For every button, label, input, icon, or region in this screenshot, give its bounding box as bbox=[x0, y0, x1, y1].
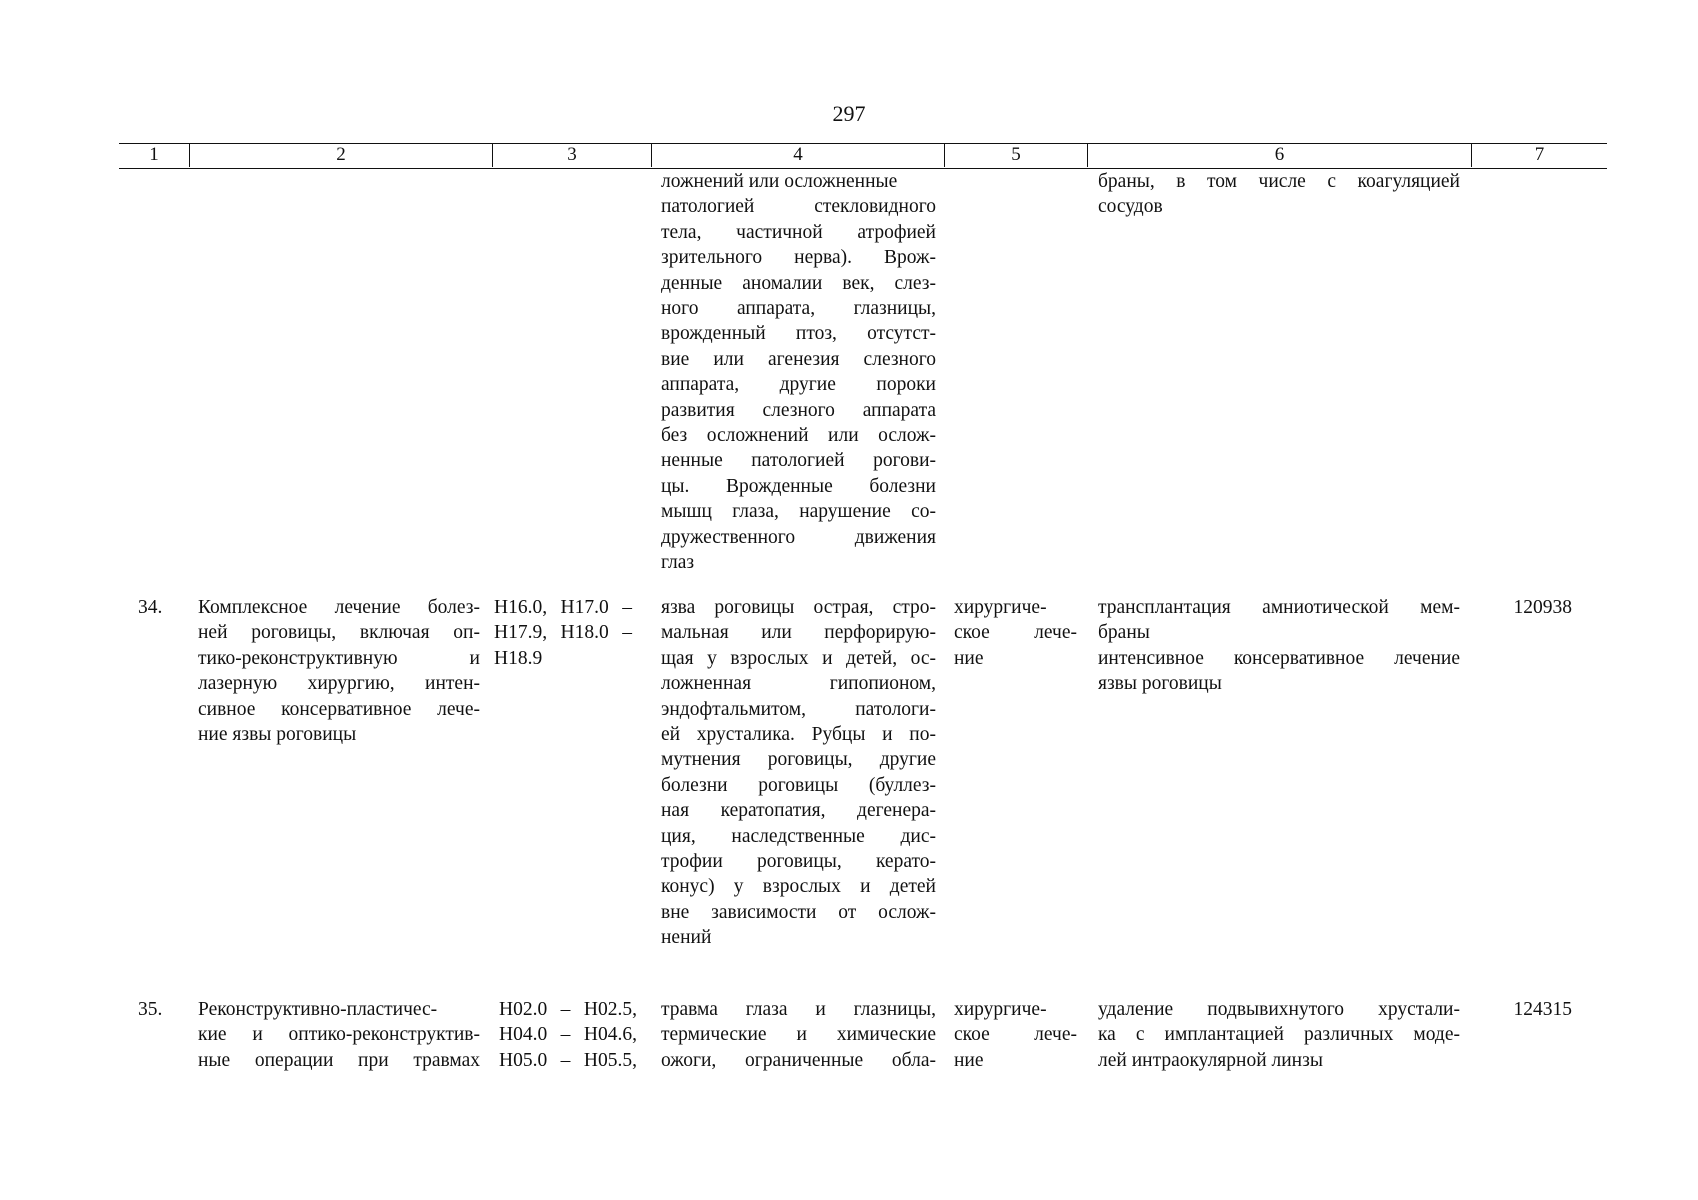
row-diagnosis-cell bbox=[661, 595, 936, 951]
text-line: ненные патологией рогови- bbox=[661, 450, 936, 472]
text-line: ожоги, ограниченные обла- bbox=[661, 1049, 936, 1071]
text-line: лазерную хирургию, интен- bbox=[198, 673, 480, 695]
text-line: мышц глаза, нарушение со- bbox=[661, 501, 936, 523]
header-col-7: 7 bbox=[1471, 144, 1607, 167]
text-line: вне зависимости от ослож- bbox=[661, 901, 936, 923]
text-line: H05.0 – H05.5, bbox=[499, 1049, 637, 1071]
text-line: удаление подвывихнутого хрустали- bbox=[1098, 999, 1460, 1020]
text-line: ей хрусталика. Рубцы и по- bbox=[661, 724, 936, 746]
text-line: язва роговицы острая, стро- bbox=[661, 597, 936, 618]
row-treatment-type-cell bbox=[954, 595, 1077, 671]
text-line: цы. Врожденные болезни bbox=[661, 475, 936, 497]
text-line: вие или агенезия слезного bbox=[661, 348, 936, 370]
text-line: сосудов bbox=[1098, 196, 1163, 218]
text-line: H16.0, H17.0 – bbox=[494, 597, 632, 618]
text-line: ние bbox=[954, 647, 984, 669]
text-line: денные аномалии век, слез- bbox=[661, 272, 936, 294]
row-treatment-type-cell bbox=[954, 997, 1077, 1073]
text-line: нений bbox=[661, 927, 712, 949]
text-line: дружественного движения bbox=[661, 526, 936, 548]
row-number: 34. bbox=[138, 597, 163, 618]
text-line: щая у взрослых и детей, ос- bbox=[661, 647, 936, 669]
text-line: трофии роговицы, керато- bbox=[661, 851, 936, 873]
text-line: H04.0 – H04.6, bbox=[499, 1024, 637, 1046]
row-name-cell bbox=[198, 997, 480, 1073]
text-line: трансплантация амниотической мем- bbox=[1098, 597, 1460, 618]
text-line: хирургиче- bbox=[954, 999, 1047, 1020]
text-line: H17.9, H18.0 – bbox=[494, 622, 632, 644]
text-line: ложненная гипопионом, bbox=[661, 673, 936, 695]
row-code-cell bbox=[494, 595, 632, 671]
text-line: конус) у взрослых и детей bbox=[661, 876, 936, 898]
text-line: врожденный птоз, отсутст- bbox=[661, 323, 936, 345]
header-col-2: 2 bbox=[189, 144, 492, 167]
text-line: без осложнений или ослож- bbox=[661, 425, 936, 447]
text-line: интенсивное консервативное лечение bbox=[1098, 647, 1460, 669]
text-line: тела, частичной атрофией bbox=[661, 221, 936, 243]
text-line: аппарата, другие пороки bbox=[661, 374, 936, 396]
row-name-cell bbox=[198, 595, 480, 747]
text-line: язвы роговицы bbox=[1098, 673, 1222, 695]
text-line: H18.9 bbox=[494, 647, 543, 669]
text-line: лей интраокулярной линзы bbox=[1098, 1049, 1323, 1071]
row-method-cell bbox=[1098, 997, 1460, 1073]
text-line: болезни роговицы (буллез- bbox=[661, 774, 936, 796]
text-line: Комплексное лечение болез- bbox=[198, 597, 480, 618]
text-line: глаз bbox=[661, 552, 695, 574]
text-line: ние язвы роговицы bbox=[198, 724, 357, 746]
row-cost-cell: 124315 bbox=[1513, 999, 1572, 1020]
text-line: травма глаза и глазницы, bbox=[661, 999, 936, 1020]
text-line: кие и оптико-реконструктив- bbox=[198, 1024, 480, 1046]
text-line: ское лече- bbox=[954, 622, 1077, 644]
text-line: Реконструктивно-пластичес- bbox=[198, 999, 438, 1020]
text-line: термические и химические bbox=[661, 1024, 936, 1046]
text-line: ные операции при травмах bbox=[198, 1049, 480, 1071]
header-col-3: 3 bbox=[492, 144, 651, 167]
text-line: зрительного нерва). Врож- bbox=[661, 247, 936, 269]
text-line: мутнения роговицы, другие bbox=[661, 749, 936, 771]
row-cost-cell: 120938 bbox=[1513, 597, 1572, 618]
text-line: тико-реконструктивную и bbox=[198, 647, 480, 669]
text-line: браны, в том числе с коагуляцией bbox=[1098, 171, 1460, 192]
text-line: ложнений или осложненные bbox=[661, 171, 898, 192]
text-line: развития слезного аппарата bbox=[661, 399, 936, 421]
header-col-5: 5 bbox=[944, 144, 1087, 167]
text-line: патологией стекловидного bbox=[661, 196, 936, 218]
text-line: H02.0 – H02.5, bbox=[499, 999, 637, 1020]
text-line: ние bbox=[954, 1049, 984, 1071]
table-header-row bbox=[119, 143, 1607, 169]
text-line: мальная или перфорирую- bbox=[661, 622, 936, 644]
text-line: ция, наследственные дис- bbox=[661, 825, 936, 847]
text-line: ка с имплантацией различных моде- bbox=[1098, 1024, 1460, 1046]
text-line: ного аппарата, глазницы, bbox=[661, 298, 936, 320]
header-col-4: 4 bbox=[651, 144, 944, 167]
header-col-6: 6 bbox=[1087, 144, 1471, 167]
row-method-cell bbox=[1098, 595, 1460, 697]
page-number: 297 bbox=[832, 101, 866, 126]
text-line: хирургиче- bbox=[954, 597, 1047, 618]
header-col-1: 1 bbox=[149, 144, 159, 165]
row-number: 35. bbox=[138, 999, 163, 1020]
continuation-col4 bbox=[661, 169, 936, 576]
text-line: ней роговицы, включая оп- bbox=[198, 622, 480, 644]
row-code-cell bbox=[499, 997, 637, 1073]
continuation-col6 bbox=[1098, 169, 1460, 220]
text-line: браны bbox=[1098, 622, 1150, 644]
row-diagnosis-cell bbox=[661, 997, 936, 1073]
text-line: ная кератопатия, дегенера- bbox=[661, 800, 936, 822]
text-line: ское лече- bbox=[954, 1024, 1077, 1046]
text-line: сивное консервативное лече- bbox=[198, 698, 480, 720]
text-line: эндофтальмитом, патологи- bbox=[661, 698, 936, 720]
